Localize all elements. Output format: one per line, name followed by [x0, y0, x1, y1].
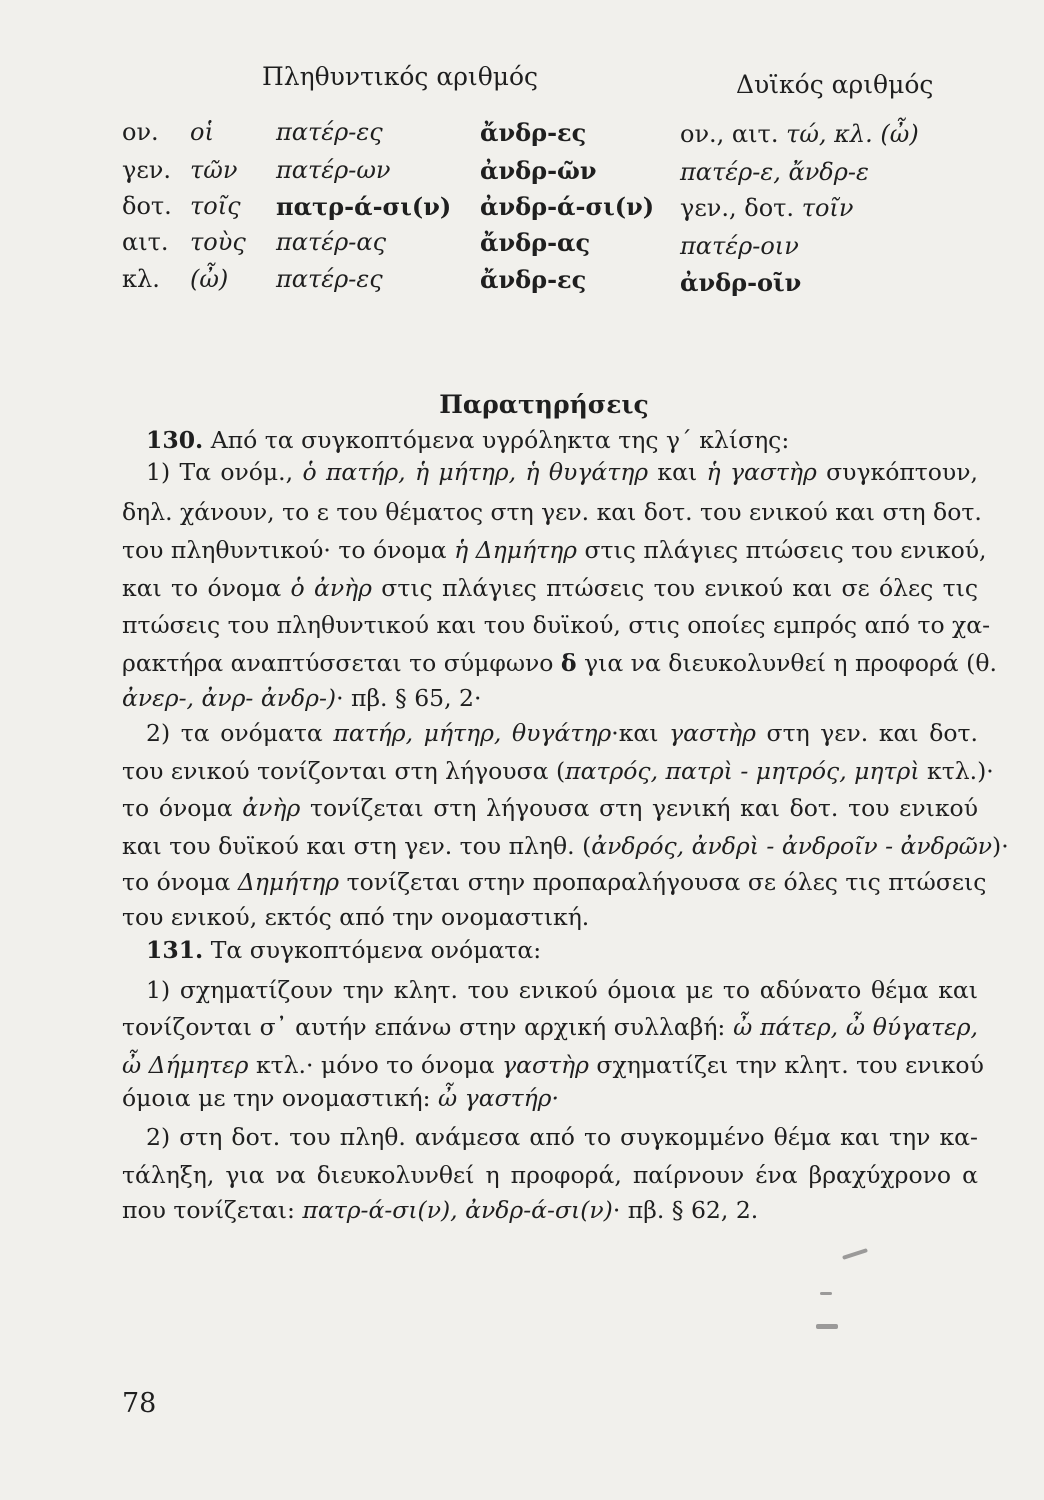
aner-form: ἀνδρ-ῶν	[480, 156, 597, 185]
article-form: τοὺς	[190, 228, 246, 256]
dual-form: ἀνδρ-οῖν	[680, 268, 802, 297]
p130-line: δηλ. χάνουν, το ε του θέματος στη γεν. και δοτ. του ενικού και στη δοτ.	[122, 498, 982, 526]
dual-label: γεν., δοτ.	[680, 194, 802, 222]
p130-line: του πληθυντικού· το όνομα ἡ Δημήτηρ στις πλάγιες πτώσεις του ενικού,	[122, 536, 987, 564]
case-label: ον.	[122, 118, 159, 146]
case-label: κλ.	[122, 265, 160, 293]
p131-line: τάληξη, για να διευκολυνθεί η προφορά, παίρνουν ένα βραχύχρονο α	[122, 1161, 978, 1189]
dual-cell	[680, 268, 801, 297]
aner-form: ἀνδρ-ά-σι(ν)	[480, 192, 655, 221]
case-label: αιτ.	[122, 228, 169, 256]
dual-form: πατέρ-οιν	[680, 232, 799, 260]
article-form: (ὦ)	[190, 265, 229, 293]
pater-form: πατέρ-ες	[276, 118, 383, 146]
case-label: γεν.	[122, 156, 171, 184]
dual-form: τώ, κλ. (ὦ)	[786, 120, 919, 148]
pater-form: πατρ-ά-σι(ν)	[276, 192, 452, 221]
p130-line: του ενικού, εκτός από την ονομαστική.	[122, 903, 590, 931]
article-form: οἱ	[190, 118, 214, 146]
dual-label: ον., αιτ.	[680, 120, 787, 148]
article-form: τῶν	[190, 156, 238, 184]
ink-smudge	[816, 1324, 838, 1329]
p130-line: του ενικού τονίζονται στη λήγουσα (πατρός, πατρὶ - μητρός, μητρὶ κτλ.)·	[122, 757, 994, 785]
pater-form: πατέρ-ας	[276, 228, 387, 256]
aner-form: ἄνδρ-ας	[480, 228, 591, 257]
p130-line: ἀνερ-, ἀνρ- ἀνδρ-)· πβ. § 65, 2·	[122, 684, 482, 712]
dual-cell	[680, 232, 799, 260]
ink-smudge	[820, 1292, 832, 1295]
aner-form: ἄνδρ-ες	[480, 265, 587, 294]
p131-line: 1) σχηματίζουν την κλητ. του ενικού όμοια με το αδύνατο θέμα και	[146, 976, 978, 1004]
p130-line: πτώσεις του πληθυντικού και του δυϊκού, στις οποίες εμπρός από το χα-	[122, 611, 991, 639]
aner-form: ἄνδρ-ες	[480, 118, 587, 147]
p130-line: το όνομα ἀνὴρ τονίζεται στη λήγουσα στη γενική και δοτ. του ενικού	[122, 794, 978, 822]
p130-line: 1) Τα ονόμ., ὁ πατήρ, ἡ μήτηρ, ἡ θυγάτηρ και ἡ γαστὴρ συγκόπτουν,	[146, 458, 978, 486]
p130-line: 2) τα ονόματα πατήρ, μήτηρ, θυγάτηρ·και γαστὴρ στη γεν. και δοτ.	[146, 719, 978, 747]
p130-line: και του δυϊκού και στη γεν. του πληθ. (ἀνδρός, ἀνδρὶ - ἀνδροῖν - ἀνδρῶν)·	[122, 832, 1009, 860]
dual-cell	[680, 194, 853, 222]
p131-line: ὦ Δήμητερ κτλ.· μόνο το όνομα γαστὴρ σχηματίζει την κλητ. του ενικού	[122, 1051, 984, 1079]
dual-cell	[680, 158, 869, 186]
dual-form: τοῖν	[801, 194, 854, 222]
dual-form: πατέρ-ε, ἄνδρ-ε	[680, 158, 869, 186]
p131-line: 131. Τα συγκοπτόμενα ονόματα:	[146, 936, 542, 964]
p130-line: το όνομα Δημήτηρ τονίζεται στην προπαραλήγουσα σε όλες τις πτώσεις	[122, 868, 987, 896]
dual-cell	[680, 120, 919, 148]
p131-line: τονίζονται σ᾽ αυτήν επάνω στην αρχική συλλαβή: ὦ πάτερ, ὦ θύγατερ,	[122, 1013, 978, 1041]
p130-line: και το όνομα ὁ ἀνὴρ στις πλάγιες πτώσεις του ενικού και σε όλες τις	[122, 574, 979, 602]
p130-line: 130. Από τα συγκοπτόμενα υγρόληκτα της γ΄ κλίσης:	[146, 426, 790, 454]
case-label: δοτ.	[122, 192, 172, 220]
article-form: τοῖς	[190, 192, 241, 220]
pater-form: πατέρ-ων	[276, 156, 391, 184]
p131-line: που τονίζεται: πατρ-ά-σι(ν), ἀνδρ-ά-σι(ν)· πβ. § 62, 2.	[122, 1196, 759, 1224]
p130-line: ρακτήρα αναπτύσσεται το σύμφωνο δ για να διευκολυνθεί η προφορά (θ.	[122, 649, 997, 677]
p131-line: όμοια με την ονομαστική: ὦ γαστήρ·	[122, 1084, 559, 1112]
page-number: 78	[122, 1388, 157, 1419]
ink-smudge	[842, 1248, 868, 1260]
dual-number-heading: Δυϊκός αριθμός	[736, 70, 934, 99]
pater-form: πατέρ-ες	[276, 265, 383, 293]
plural-number-heading: Πληθυντικός αριθμός	[262, 62, 539, 91]
p131-line: 2) στη δοτ. του πληθ. ανάμεσα από το συγκομμένο θέμα και την κα-	[146, 1123, 978, 1151]
section-title: Παρατηρήσεις	[439, 390, 649, 419]
